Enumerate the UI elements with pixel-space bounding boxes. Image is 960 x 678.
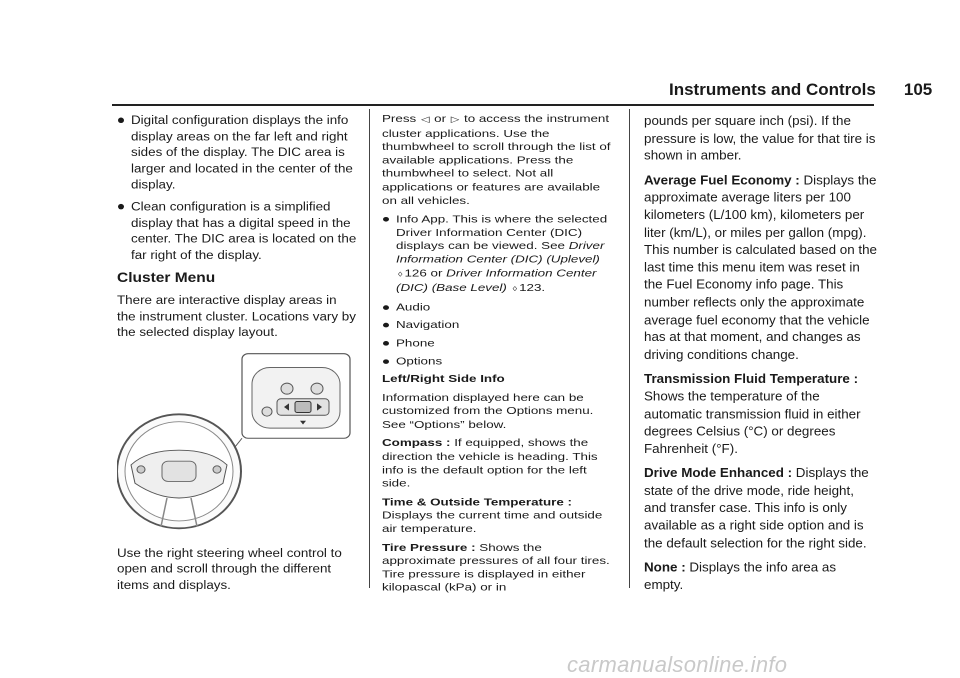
page-number: 105 [903, 80, 933, 99]
definition: None : Displays the info area as empty. [644, 559, 837, 592]
column-divider-2 [629, 109, 630, 588]
section-title: Instruments and Controls [669, 80, 876, 99]
paragraph: There are interactive display areas in the instrument cluster. Locations vary by the selected display layout. [117, 292, 356, 340]
cross-reference[interactable]: Driver Information Center (DIC) (Uplevel) [396, 240, 605, 265]
steering-wheel-illustration [117, 347, 357, 535]
list-item: Audio [382, 301, 614, 314]
definition: Average Fuel Economy : Displays the approximate average liters per 100 kilometers (L/100 km), kilometers per liter (km/L), or miles per gallon (mpg). This number is calculated based on the last time this menu item was reset in the Fuel Economy info page. This number reflects only the approximate average fuel economy that the vehicle has at that moment, and changes as driving conditions change. [644, 172, 877, 362]
list-item: Clean configuration is a simplified display that has a digital speed in the center. The DIC area is located on the far right of the display. [117, 198, 357, 263]
running-header [669, 80, 932, 100]
definition: Transmission Fluid Temperature : Shows the temperature of the automatic transmission fluid in either degrees Celsius (°C) or degrees Fahrenheit (°F). [644, 371, 861, 456]
paragraph: Information displayed here can be customized from the Options menu. See “Options” below. [382, 391, 594, 431]
list-item: Options [382, 354, 614, 367]
left-arrow-icon: ◁ [420, 115, 430, 125]
paragraph: Use the right steering wheel control to open and scroll through the different items and displays. [117, 545, 342, 592]
watermark: carmanualsonline.info [567, 652, 788, 677]
page-ref-icon: ◊ [398, 269, 403, 278]
paragraph: Press ◁ or ▷ to access the instrument cluster applications. Use the thumbwheel to scroll through the list of available applications. Press the thumbwheel to select. Not all applications or features are available on all vehicles. [382, 112, 611, 207]
definition: Compass : If equipped, shows the direction the vehicle is heading. This info is the default option for the left side. [382, 437, 598, 489]
header-rule [112, 104, 874, 106]
section-heading: Cluster Menu [117, 270, 216, 287]
list-item: Digital configuration displays the info display areas on the far left and right sides of the display. The DIC area is larger and located in the center of the display. [117, 112, 357, 193]
list-item: Phone [382, 336, 614, 349]
steering-wheel-figure [117, 347, 357, 535]
page-ref-icon: ◊ [512, 284, 518, 293]
column-2 [382, 112, 614, 600]
definition: Time & Outside Temperature : Displays the current time and outside air temperature. [382, 496, 603, 535]
column-3 [644, 112, 878, 600]
column-divider-1 [369, 109, 370, 588]
cross-reference[interactable]: Driver Information Center (DIC) (Base Level) [396, 266, 597, 294]
list-item: Info App. This is where the selected Driver Information Center (DIC) displays can be viewed. See Driver Information Center (DIC) (Uplevel) ◊ 126 or Driver Information Center (DIC) (Base Level) ◊ 123. [382, 213, 614, 296]
subheading: Left/Right Side Info [382, 373, 505, 385]
definition: Drive Mode Enhanced : Displays the state of the drive mode, ride height, and transfer case. This info is only available as a right side option and is the default selection for the right side. [644, 465, 869, 551]
paragraph: pounds per square inch (psi). If the pressure is low, the value for that tire is shown in amber. [644, 112, 876, 163]
list-item: Navigation [382, 318, 614, 331]
right-arrow-icon: ▷ [450, 115, 460, 125]
column-1 [117, 112, 357, 600]
definition: Tire Pressure : Shows the approximate pressures of all four tires. Tire pressure is displayed in either kilopascal (kPa) or in [382, 541, 610, 594]
